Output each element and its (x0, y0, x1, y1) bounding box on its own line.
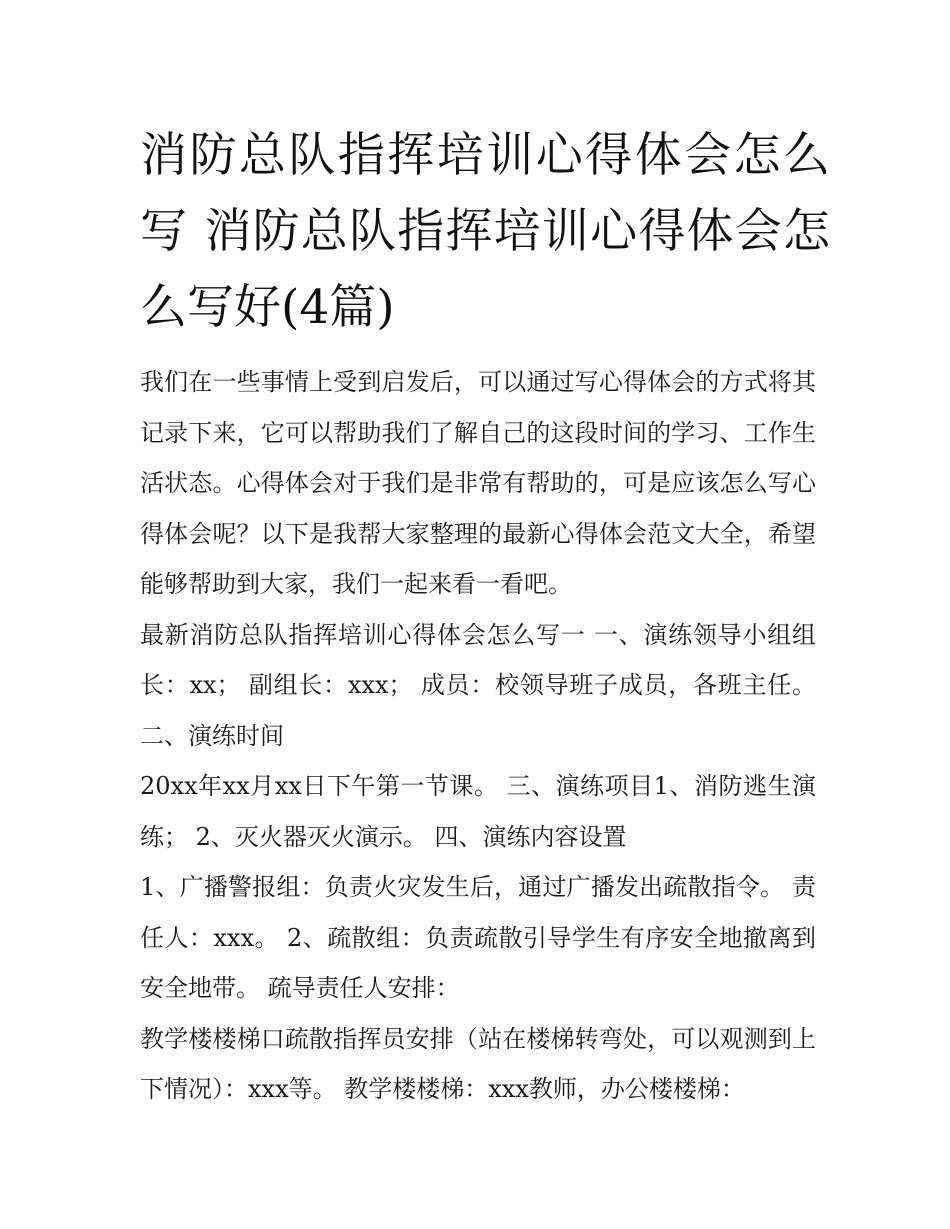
paragraph-time: 20xx年xx月xx日下午第一节课。 三、演练项目1、消防逃生演练； 2、灭火器灭火演示。 四、演练内容设置 (140, 772, 816, 851)
paragraph-broadcast: 1、广播警报组：负责火灾发生后，通过广播发出疏散指令。 责任人：xxx。 2、疏散组：负责疏散引导学生有序安全地撤离到安全地带。 疏导责任人安排： (140, 873, 816, 1002)
document-title: 消防总队指挥培训心得体会怎么写 消防总队指挥培训心得体会怎么写好(4篇) (140, 128, 830, 335)
document-body (140, 357, 816, 1115)
paragraph-intro: 我们在一些事情上受到启发后，可以通过写心得体会的方式将其记录下来，它可以帮助我们了解自己的这段时间的学习、工作生活状态。心得体会对于我们是非常有帮助的，可是应该怎么写心得体会呢？以下是我帮大家整理的最新心得体会范文大全，希望能够帮助到大家，我们一起来看一看吧。 (140, 368, 816, 598)
paragraph-staircase: 教学楼楼梯口疏散指挥员安排（站在楼梯转弯处，可以观测到上下情况）：xxx等。 教学楼楼梯：xxx教师，办公楼楼梯： (140, 1024, 816, 1103)
paragraph-section-one: 最新消防总队指挥培训心得体会怎么写一 一、演练领导小组组长：xx； 副组长：xxx； 成员：校领导班子成员，各班主任。 二、演练时间 (140, 620, 816, 750)
